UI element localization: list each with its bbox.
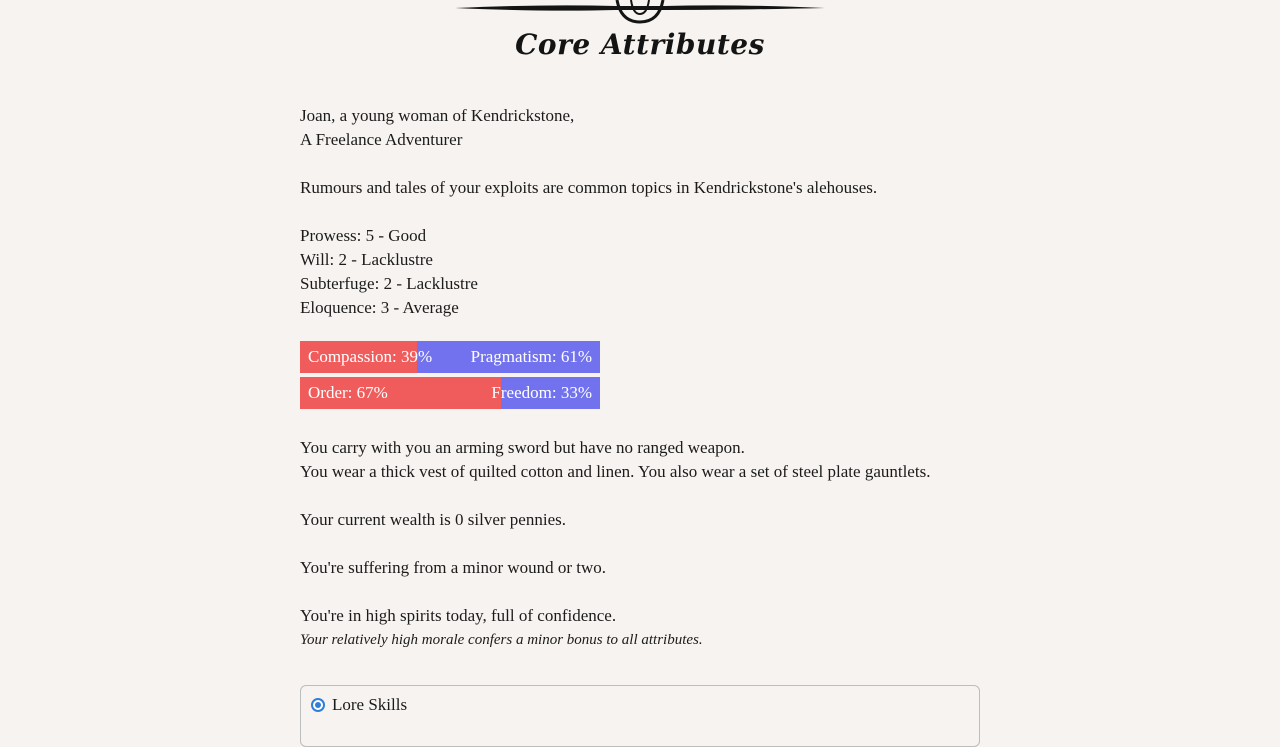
morale-text: You're in high spirits today, full of confidence. — [300, 606, 617, 625]
radio-selected-icon[interactable] — [311, 698, 325, 712]
compassion-pragmatism-bar — [300, 341, 600, 373]
attribute-will: Will: 2 - Lacklustre — [300, 250, 433, 269]
freedom-label: Freedom: 33% — [491, 383, 592, 402]
order-freedom-bar — [300, 377, 600, 409]
character-intro-line1: Joan, a young woman of Kendrickstone, — [300, 106, 575, 125]
armour-text: You wear a thick vest of quilted cotton and linen. You also wear a set of steel plate gauntlets. — [300, 462, 931, 481]
attribute-eloquence: Eloquence: 3 - Average — [300, 298, 459, 317]
order-label: Order: 67% — [308, 383, 388, 402]
health-text: You're suffering from a minor wound or two. — [300, 558, 607, 577]
pragmatism-label: Pragmatism: 61% — [470, 347, 592, 366]
attributes-content — [300, 104, 980, 652]
reputation-text: Rumours and tales of your exploits are common topics in Kendrickstone's alehouses. — [300, 178, 878, 197]
lore-skills-header[interactable] — [311, 695, 407, 715]
compassion-label: Compassion: 39% — [308, 347, 433, 366]
attribute-prowess: Prowess: 5 - Good — [300, 226, 427, 245]
weapons-text: You carry with you an arming sword but have no ranged weapon. — [300, 438, 745, 457]
wealth-text: Your current wealth is 0 silver pennies. — [300, 510, 566, 529]
attribute-subterfuge: Subterfuge: 2 - Lacklustre — [300, 274, 478, 293]
morale-note: Your relatively high morale confers a minor bonus to all attributes. — [300, 632, 703, 648]
lore-skills-panel[interactable] — [300, 685, 980, 747]
character-intro-line2: A Freelance Adventurer — [300, 130, 463, 149]
alignment-bars — [300, 341, 980, 409]
page-title: Core Attributes — [515, 28, 765, 61]
lore-skills-label: Lore Skills — [332, 695, 408, 714]
title-ornament — [455, 0, 825, 24]
